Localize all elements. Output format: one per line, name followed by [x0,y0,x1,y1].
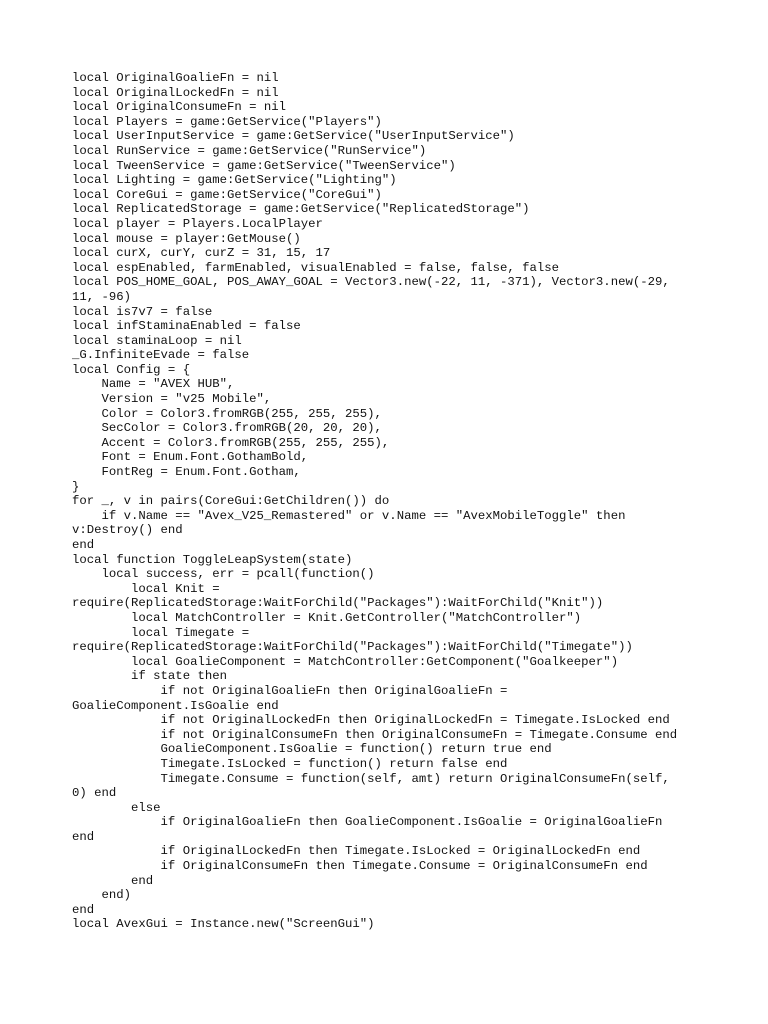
code-line: 11, -96) [72,289,132,304]
code-line: local mouse = player:GetMouse() [72,231,301,246]
code-line: local OriginalLockedFn = nil [72,85,279,100]
code-line: 0) end [72,786,117,801]
code-line: Color = Color3.fromRGB(255, 255, 255), [72,406,382,421]
code-line: local OriginalGoalieFn = nil [72,71,279,85]
code-line: local ReplicatedStorage = game:GetService("ReplicatedStorage") [72,202,530,217]
code-line: if not OriginalGoalieFn then OriginalGoalieFn = [72,683,508,698]
code-line: local RunService = game:GetService("RunService") [72,143,427,158]
code-line: else [72,800,161,815]
code-line: local Players = game:GetService("Players") [72,114,382,129]
code-line: end [72,902,95,917]
code-line: local MatchController = Knit.GetController("MatchController") [72,610,582,625]
code-line: end [72,829,95,844]
code-line: Timegate.IsLocked = function() return false end [72,756,508,771]
code-line: local player = Players.LocalPlayer [72,216,323,231]
code-line: end [72,873,154,888]
code-line: Version = "v25 Mobile", [72,392,272,407]
code-line: local staminaLoop = nil [72,333,242,348]
code-line: _G.InfiniteEvade = false [72,348,250,363]
code-line: local TweenService = game:GetService("TweenService") [72,158,456,173]
code-line: local curX, curY, curZ = 31, 15, 17 [72,246,331,261]
code-line: local AvexGui = Instance.new("ScreenGui") [72,917,375,932]
code-line: if OriginalLockedFn then Timegate.IsLocked = OriginalLockedFn end [72,844,641,859]
code-line: local function ToggleLeapSystem(state) [72,552,353,567]
code-block [72,71,712,932]
code-line: } [72,479,80,494]
code-line: if OriginalGoalieFn then GoalieComponent.IsGoalie = OriginalGoalieFn [72,815,663,830]
code-line: if not OriginalConsumeFn then OriginalConsumeFn = Timegate.Consume end [72,727,678,742]
code-line: if not OriginalLockedFn then OriginalLockedFn = Timegate.IsLocked end [72,713,670,728]
code-line: local OriginalConsumeFn = nil [72,100,287,115]
code-line: local success, err = pcall(function() [72,567,375,582]
code-line: require(ReplicatedStorage:WaitForChild("Packages"):WaitForChild("Timegate")) [72,640,633,655]
code-line: GoalieComponent.IsGoalie end [72,698,279,713]
code-line: require(ReplicatedStorage:WaitForChild("Packages"):WaitForChild("Knit")) [72,596,604,611]
code-line: local Config = { [72,362,191,377]
code-line: for _, v in pairs(CoreGui:GetChildren()) do [72,494,390,509]
code-line: if OriginalConsumeFn then Timegate.Consume = OriginalConsumeFn end [72,859,648,874]
code-line: Name = "AVEX HUB", [72,377,235,392]
code-line: local Lighting = game:GetService("Lighting") [72,173,397,188]
code-line: local UserInputService = game:GetService("UserInputService") [72,129,515,144]
code-line: local is7v7 = false [72,304,213,319]
code-line: FontReg = Enum.Font.Gotham, [72,465,301,480]
code-line: Accent = Color3.fromRGB(255, 255, 255), [72,435,390,450]
code-line: local POS_HOME_GOAL, POS_AWAY_GOAL = Vector3.new(-22, 11, -371), Vector3.new(-29, [72,275,670,290]
code-line: local CoreGui = game:GetService("CoreGui") [72,187,382,202]
code-line: local Timegate = [72,625,250,640]
code-line: local Knit = [72,581,220,596]
code-line: SecColor = Color3.fromRGB(20, 20, 20), [72,421,382,436]
code-line: Timegate.Consume = function(self, amt) return OriginalConsumeFn(self, [72,771,670,786]
code-line: local GoalieComponent = MatchController:GetComponent("Goalkeeper") [72,654,619,669]
code-line: v:Destroy() end [72,523,183,538]
code-line: Font = Enum.Font.GothamBold, [72,450,309,465]
code-line: local espEnabled, farmEnabled, visualEnabled = false, false, false [72,260,560,275]
code-line: if state then [72,669,227,684]
code-line: end [72,538,95,552]
code-line: if v.Name == "Avex_V25_Remastered" or v.Name == "AvexMobileToggle" then [72,508,626,523]
code-line: local infStaminaEnabled = false [72,319,301,334]
code-line: end) [72,888,132,903]
code-line: GoalieComponent.IsGoalie = function() return true end [72,742,552,757]
